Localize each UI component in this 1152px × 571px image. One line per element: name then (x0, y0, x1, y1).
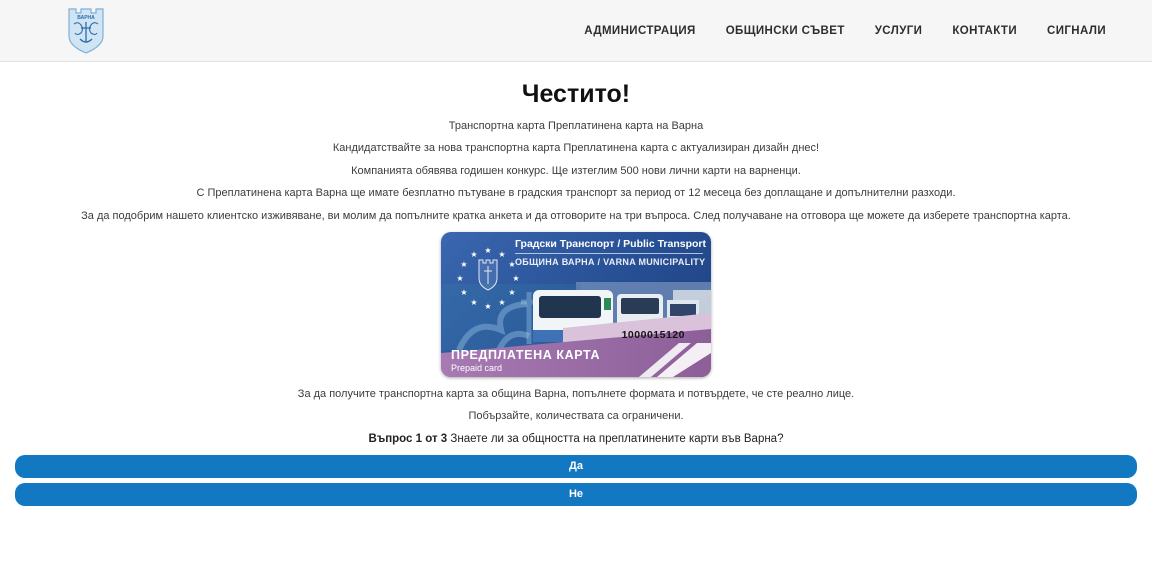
intro-paragraph-1: Транспортна карта Преплатинена карта на Варна (448, 119, 704, 132)
answer-yes-button[interactable]: Да (15, 455, 1137, 478)
card-title-line2: ОБЩИНА ВАРНА / VARNA MUNICIPALITY (515, 257, 706, 267)
question-counter: Въпрос 1 от 3 (368, 432, 448, 445)
bus-2-windshield (621, 298, 659, 314)
svg-text:★: ★ (498, 250, 506, 259)
card-number: 1000015120 (621, 329, 685, 341)
card-prepaid-label-en: Prepaid card (451, 363, 503, 373)
card-title-line1: Градски Транспорт / Public Transport (515, 238, 707, 250)
svg-text:★: ★ (470, 250, 478, 259)
svg-text:★: ★ (484, 246, 492, 255)
card-title-divider (515, 253, 703, 254)
card-header-text (515, 238, 707, 267)
main-nav (584, 25, 1106, 37)
content-area (0, 80, 1152, 506)
svg-text:★: ★ (484, 302, 492, 311)
svg-text:★: ★ (460, 288, 468, 297)
logo-text: ВАРНА (77, 14, 95, 21)
intro-paragraph-4: С Преплатинена карта Варна ще имате безплатно пътуване в градския транспорт за период от 12 месеца без доплащане и допълнителни разходи. (196, 187, 956, 199)
site-header (0, 0, 1152, 62)
card-prepaid-label-bg: ПРЕДПЛАТЕНА КАРТА (451, 348, 601, 362)
page-title: Честито! (521, 80, 631, 108)
prepaid-card-image (441, 232, 711, 377)
intro-paragraph-3: Компанията обявява годишен конкурс. Ще изтеглим 500 нови лични карти на варненци. (351, 164, 801, 177)
svg-text:★: ★ (508, 260, 516, 269)
svg-text:★: ★ (460, 260, 468, 269)
svg-text:★: ★ (508, 288, 516, 297)
nav-item-services[interactable]: УСЛУГИ (874, 24, 923, 37)
card-bottom-text (451, 348, 600, 373)
svg-text:★: ★ (498, 298, 506, 307)
question-text (0, 433, 1152, 445)
nav-item-administration[interactable]: АДМИНИСТРАЦИЯ (584, 24, 696, 37)
intro-paragraph-5: За да подобрим нашето клиентско изживяване, ви молим да попълните кратка анкета и да отговорите на три въпроса. След получаване на отговора ще можете да изберете транспортна карта. (81, 209, 1071, 222)
svg-text:★: ★ (470, 298, 478, 307)
question-body: Знаете ли за общността на преплатинените карти във Варна? (447, 432, 784, 445)
intro-paragraph-2: Кандидатствайте за нова транспортна карта Преплатинена карта с актуализиран дизайн днес! (332, 142, 820, 154)
svg-text:★: ★ (512, 274, 520, 283)
bus-route-sign (604, 298, 611, 310)
nav-item-municipal-council[interactable]: ОБЩИНСКИ СЪВЕТ (725, 24, 845, 37)
bus-3-windshield (670, 304, 696, 316)
svg-text:★: ★ (456, 274, 464, 283)
answer-buttons (0, 455, 1152, 506)
varna-coat-of-arms-logo[interactable] (66, 7, 106, 55)
outro-paragraph-2: Побързайте, количествата са ограничени. (468, 410, 684, 422)
outro-paragraph-1: За да получите транспортна карта за община Варна, попълнете формата и потвърдете, че сте реално лице. (297, 387, 855, 400)
bus-windshield (539, 296, 601, 318)
answer-no-button[interactable]: Не (15, 483, 1137, 506)
nav-item-signals[interactable]: СИГНАЛИ (1047, 24, 1106, 37)
nav-item-contacts[interactable]: КОНТАКТИ (952, 24, 1018, 37)
